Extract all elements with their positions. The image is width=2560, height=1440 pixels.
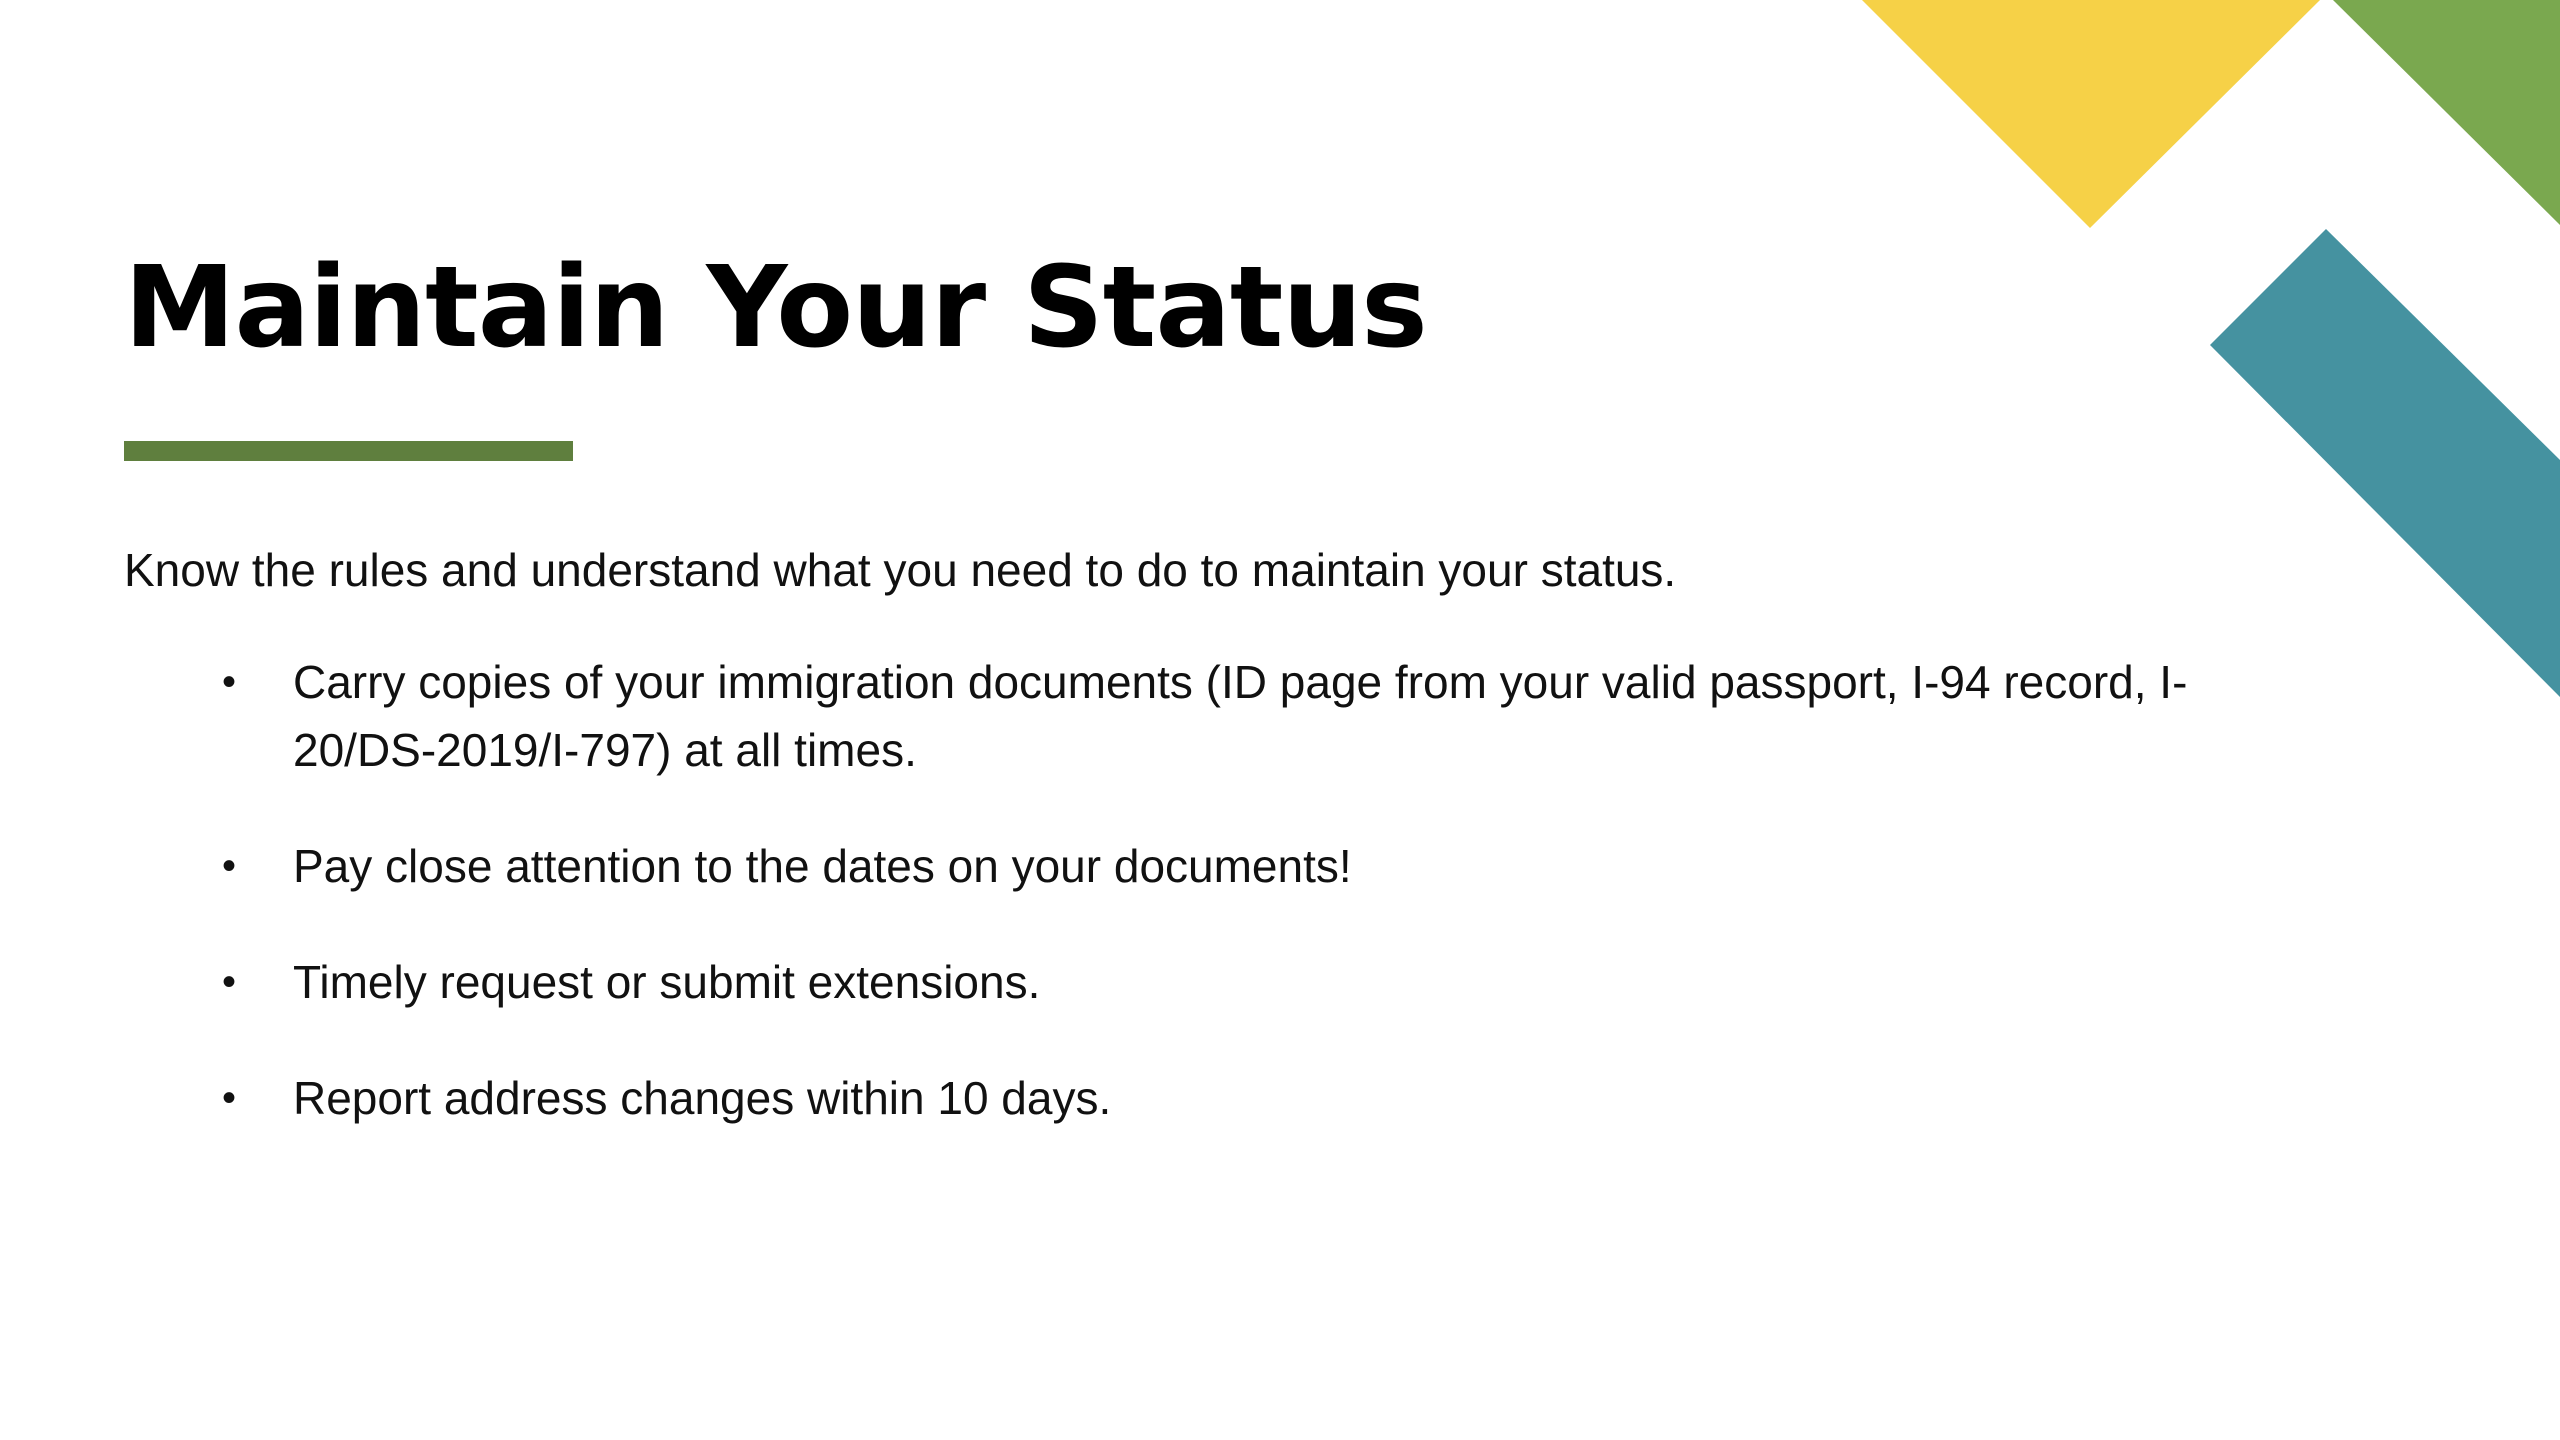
bullet-marker: •	[222, 660, 237, 704]
slide-title: Maintain Your Status	[124, 243, 1427, 373]
bullet-item	[124, 1064, 2224, 1132]
intro-text: Know the rules and understand what you need to do to maintain your status.	[124, 544, 1677, 596]
bullet-text: Report address changes within 10 days.	[293, 1072, 1112, 1124]
bullet-item	[124, 648, 2224, 784]
yellow-triangle-shape	[1862, 0, 2320, 228]
bullet-list	[124, 648, 2224, 1180]
bullet-text: Timely request or submit extensions.	[293, 956, 1041, 1008]
bullet-text: Pay close attention to the dates on your documents!	[293, 840, 1352, 892]
bullet-marker: •	[222, 960, 237, 1004]
teal-diagonal-shape	[2210, 229, 2560, 697]
title-underline	[124, 441, 573, 461]
bullet-item	[124, 832, 2224, 900]
bullet-marker: •	[222, 1076, 237, 1120]
bullet-item	[124, 948, 2224, 1016]
bullet-marker: •	[222, 844, 237, 888]
bullet-text: Carry copies of your immigration documents (ID page from your valid passport, I-94 record, I-20/DS-2019/I-797) at all times.	[293, 656, 2188, 776]
green-triangle-shape	[2333, 0, 2560, 225]
